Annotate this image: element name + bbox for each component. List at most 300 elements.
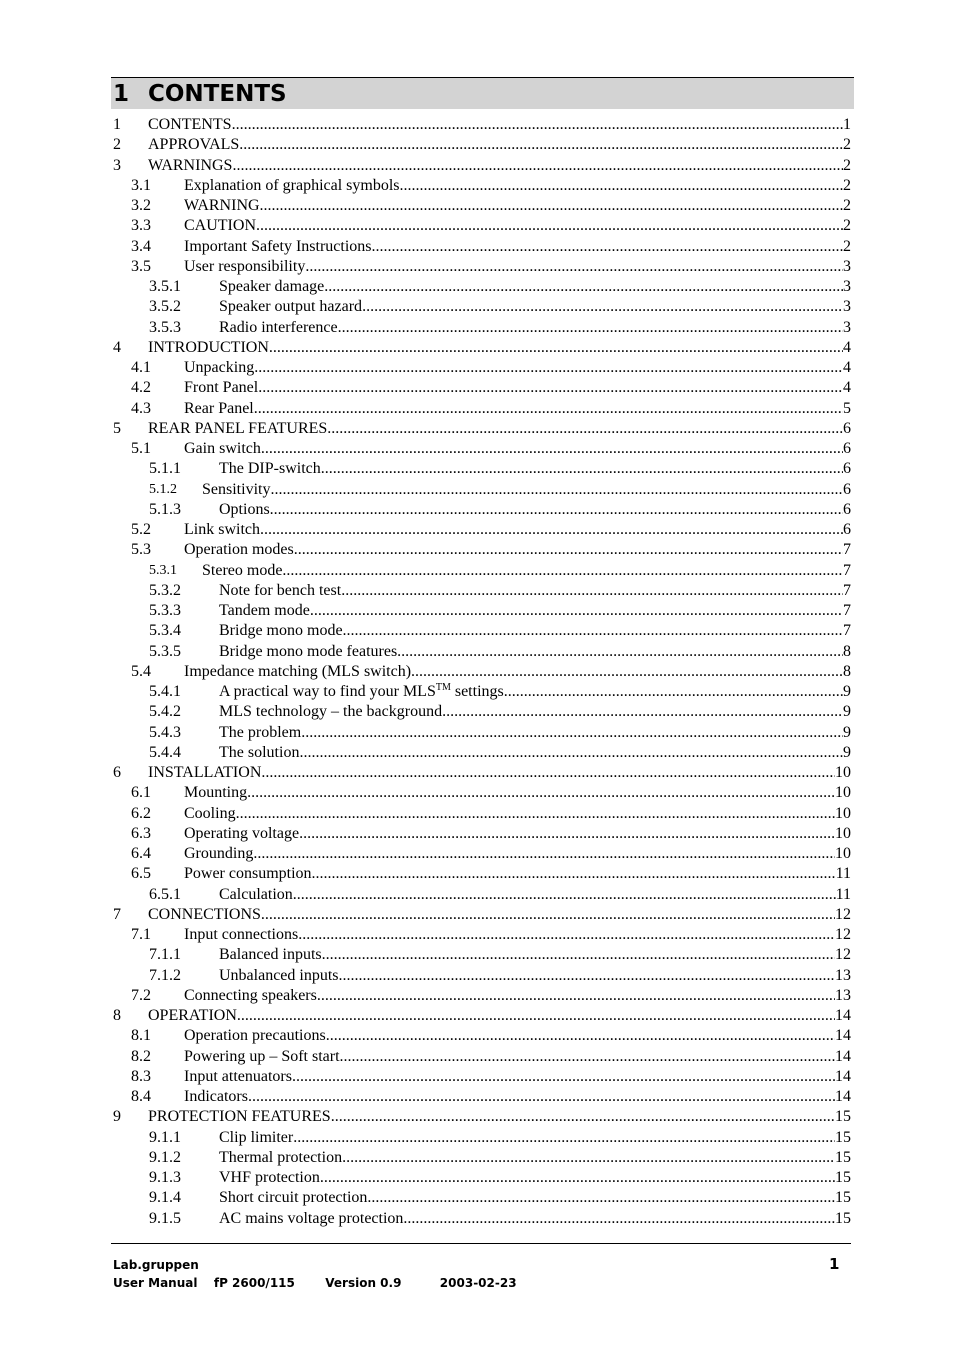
toc-entry[interactable] — [113, 318, 851, 338]
toc-entry-number: 5.2 — [131, 521, 151, 538]
toc-entry-title-text: WARNING — [184, 197, 260, 214]
dot-leader — [260, 196, 843, 216]
toc-entry-title-text: Options — [219, 500, 270, 518]
toc-entry-number: 5.1.2 — [149, 481, 177, 497]
toc-entry-leader — [219, 682, 851, 702]
toc-entry-leader — [184, 783, 851, 803]
toc-entry-page: 3 — [843, 298, 851, 316]
toc-entry[interactable] — [113, 783, 851, 803]
toc-entry-number: 3 — [113, 156, 121, 174]
toc-entry-page: 6 — [843, 419, 851, 437]
toc-entry-number: 5.3 — [131, 541, 151, 559]
toc-entry[interactable] — [113, 844, 851, 864]
toc-entry-leader — [219, 966, 851, 986]
toc-entry-leader — [148, 338, 851, 358]
toc-entry-page: 12 — [835, 905, 851, 923]
toc-entry[interactable] — [113, 966, 851, 986]
toc-entry-leader — [184, 216, 851, 236]
toc-entry[interactable] — [113, 925, 851, 945]
toc-entry-page: 7 — [843, 581, 851, 599]
dot-leader — [270, 480, 843, 500]
toc-entry-page: 10 — [835, 764, 851, 781]
toc-entry-leader — [219, 601, 851, 621]
toc-entry-title — [219, 581, 341, 601]
toc-entry-number: 6.3 — [131, 824, 151, 842]
dot-leader — [321, 459, 843, 479]
toc-entry-title-text: The solution — [219, 743, 300, 761]
toc-entry-page: 13 — [835, 966, 851, 984]
toc-entry-title — [184, 925, 298, 945]
toc-entry-title-text: Unpacking — [184, 359, 255, 376]
dot-leader — [397, 642, 843, 662]
toc-entry-leader — [184, 237, 851, 257]
toc-entry-number: 6 — [113, 764, 121, 781]
toc-entry[interactable] — [113, 986, 851, 1006]
toc-entry[interactable] — [113, 662, 851, 682]
toc-entry[interactable] — [113, 1107, 851, 1127]
toc-entry-number: 8.4 — [131, 1088, 151, 1105]
toc-entry-page: 12 — [835, 946, 851, 964]
toc-entry-page: 15 — [835, 1108, 851, 1126]
toc-entry-leader — [219, 1209, 851, 1229]
toc-entry-title — [184, 378, 258, 398]
dot-leader — [340, 1047, 835, 1067]
toc-entry-title-text: Link switch — [184, 521, 260, 538]
toc-entry[interactable] — [113, 399, 851, 419]
toc-entry[interactable] — [113, 216, 851, 236]
toc-entry-title-text: Operating voltage — [184, 824, 300, 842]
toc-entry-title — [184, 1067, 292, 1087]
toc-entry-title — [184, 237, 372, 257]
toc-entry-page: 10 — [835, 784, 851, 802]
footer-brand: Lab.gruppen — [113, 1258, 199, 1272]
dot-leader — [294, 540, 843, 560]
toc-entry-page: 2 — [843, 217, 851, 235]
dot-leader — [293, 1128, 835, 1148]
toc-entry[interactable] — [113, 439, 851, 459]
toc-entry-number: 1 — [113, 116, 121, 133]
toc-entry-number: 5.4.3 — [149, 723, 181, 741]
toc-entry-number: 2 — [113, 136, 121, 154]
toc-entry[interactable] — [113, 1047, 851, 1067]
toc-entry[interactable] — [113, 115, 851, 135]
toc-entry-title-text: VHF protection — [219, 1169, 320, 1186]
dot-leader — [322, 945, 835, 965]
toc-entry-page: 15 — [835, 1148, 851, 1166]
toc-entry-leader — [219, 297, 851, 317]
toc-entry-title-text: CAUTION — [184, 217, 256, 235]
toc-entry-title-text: Balanced inputs — [219, 946, 322, 964]
toc-entry-title — [184, 1087, 248, 1107]
toc-entry-leader — [148, 763, 851, 783]
toc-entry-title-text: Speaker damage — [219, 278, 325, 295]
toc-entry-title — [219, 459, 321, 479]
toc-entry-number: 9.1.3 — [149, 1169, 181, 1186]
toc-entry[interactable] — [113, 277, 851, 297]
toc-entry-leader — [184, 1047, 851, 1067]
toc-entry-page: 1 — [843, 116, 851, 133]
dot-leader — [236, 804, 835, 824]
dot-leader — [247, 783, 835, 803]
toc-entry[interactable] — [113, 601, 851, 621]
toc-entry-title — [219, 945, 322, 965]
toc-entry-leader — [202, 561, 851, 581]
toc-entry[interactable] — [113, 1087, 851, 1107]
toc-entry-title-text: APPROVALS — [148, 136, 240, 154]
dot-leader — [327, 419, 843, 439]
toc-entry-number: 5.3.4 — [149, 622, 181, 640]
toc-entry-title-text: Calculation — [219, 885, 293, 903]
toc-entry[interactable] — [113, 1168, 851, 1188]
toc-entry-title-text: Rear Panel — [184, 399, 254, 417]
toc-entry-leader — [219, 885, 851, 905]
toc-entry-number: 7.2 — [131, 986, 151, 1004]
toc-entry-leader — [219, 1128, 851, 1148]
dot-leader — [237, 1006, 835, 1026]
toc-entry-leader — [219, 642, 851, 662]
dot-leader — [258, 378, 843, 398]
toc-entry-leader — [184, 439, 851, 459]
toc-entry-title — [219, 277, 324, 297]
toc-entry-number: 5.1.1 — [149, 460, 181, 478]
toc-entry-title — [184, 1026, 326, 1046]
toc-entry-title-text: Cooling — [184, 804, 236, 822]
toc-entry-title — [219, 318, 338, 338]
toc-entry[interactable] — [113, 480, 851, 500]
toc-entry-title — [219, 1209, 403, 1229]
dot-leader — [299, 743, 843, 763]
toc-entry-title — [184, 540, 294, 560]
toc-entry-title-text: Connecting speakers — [184, 986, 317, 1004]
toc-entry-title — [219, 601, 310, 621]
toc-entry-leader — [219, 459, 851, 479]
toc-entry-leader — [184, 1087, 851, 1107]
toc-entry[interactable] — [113, 237, 851, 257]
toc-entry-title-text: Important Safety Instructions — [184, 237, 372, 255]
toc-entry-leader — [184, 378, 851, 398]
toc-entry-number: 5.3.5 — [149, 642, 181, 660]
toc-entry-page: 10 — [835, 845, 851, 862]
toc-entry-title-text: CONNECTIONS — [148, 905, 261, 923]
footer-divider — [111, 1243, 851, 1244]
toc-entry[interactable] — [113, 1209, 851, 1229]
toc-entry-title — [184, 1047, 340, 1067]
toc-entry-title-text: Impedance matching (MLS switch) — [184, 662, 412, 680]
toc-entry-leader — [184, 1026, 851, 1046]
toc-entry-title — [184, 439, 261, 459]
toc-entry[interactable] — [113, 297, 851, 317]
toc-entry[interactable] — [113, 804, 851, 824]
toc-entry[interactable] — [113, 500, 851, 520]
toc-entry[interactable] — [113, 176, 851, 196]
toc-entry-page: 2 — [843, 197, 851, 214]
toc-entry-title-text: Explanation of graphical symbols — [184, 176, 400, 194]
toc-entry-leader — [148, 135, 851, 155]
dot-leader — [248, 1087, 835, 1107]
toc-entry-page: 10 — [835, 804, 851, 822]
dot-leader — [292, 1067, 835, 1087]
toc-entry-number: 5.4 — [131, 662, 151, 680]
contents-heading — [111, 77, 854, 109]
dot-leader — [282, 561, 843, 581]
toc-entry[interactable] — [113, 702, 851, 722]
toc-entry[interactable] — [113, 419, 851, 439]
dot-leader — [269, 338, 843, 358]
toc-entry-title — [184, 176, 400, 196]
toc-entry[interactable] — [113, 1148, 851, 1168]
toc-entry-leader — [219, 500, 851, 520]
toc-entry-title-text: CONTENTS — [148, 116, 232, 133]
toc-entry[interactable] — [113, 135, 851, 155]
toc-entry-page: 7 — [843, 602, 851, 619]
toc-entry-title — [219, 642, 397, 662]
toc-entry-number: 5.3.3 — [149, 602, 181, 619]
toc-entry-title — [148, 1107, 331, 1127]
toc-entry-title — [184, 399, 254, 419]
toc-entry-leader — [184, 824, 851, 844]
toc-entry-title — [148, 135, 239, 155]
dot-leader — [343, 621, 843, 641]
toc-entry-title — [148, 1006, 237, 1026]
dot-leader — [293, 885, 836, 905]
toc-entry-title-text: Clip limiter — [219, 1128, 294, 1146]
toc-entry-title — [148, 763, 261, 783]
toc-entry-leader — [148, 156, 851, 176]
toc-entry-title-text: Speaker output hazard — [219, 298, 363, 316]
toc-entry-title-text: Bridge mono mode features — [219, 642, 398, 660]
toc-entry[interactable] — [113, 763, 851, 783]
footer-version: Version 0.9 — [325, 1276, 402, 1290]
toc-entry-leader — [219, 1168, 851, 1188]
trademark-superscript: TM — [435, 682, 451, 693]
toc-entry-page: 11 — [835, 885, 851, 903]
toc-entry-leader — [148, 1107, 851, 1127]
toc-entry[interactable] — [113, 257, 851, 277]
toc-entry-title — [219, 1188, 367, 1208]
toc-entry-page: 3 — [843, 257, 851, 275]
toc-entry[interactable] — [113, 459, 851, 479]
toc-entry[interactable] — [113, 1026, 851, 1046]
toc-entry-number: 6.1 — [131, 784, 151, 802]
toc-entry[interactable] — [113, 864, 851, 884]
toc-entry-page: 13 — [835, 986, 851, 1004]
toc-entry-title-text: WARNINGS — [148, 156, 233, 174]
dot-leader — [253, 844, 835, 864]
dot-leader — [400, 176, 843, 196]
toc-entry[interactable] — [113, 540, 851, 560]
toc-entry-page: 9 — [843, 683, 851, 700]
toc-entry-title-text: settings — [450, 683, 504, 700]
toc-entry-title-text: Input attenuators — [184, 1067, 292, 1085]
toc-entry-page: 11 — [835, 865, 851, 883]
toc-entry[interactable] — [113, 1188, 851, 1208]
dot-leader — [342, 1148, 835, 1168]
toc-entry-title — [202, 480, 270, 500]
dot-leader — [261, 439, 843, 459]
toc-entry-title — [219, 1148, 342, 1168]
dot-leader — [232, 115, 843, 135]
toc-entry-number: 6.2 — [131, 804, 151, 822]
table-of-contents — [113, 115, 851, 1229]
toc-entry[interactable] — [113, 338, 851, 358]
toc-entry-title-text: A practical way to find your MLS — [219, 683, 436, 700]
toc-entry-title-text: Indicators — [184, 1088, 248, 1105]
toc-entry[interactable] — [113, 581, 851, 601]
toc-entry-title-text: REAR PANEL FEATURES — [148, 419, 328, 437]
toc-entry-number: 3.5.3 — [149, 318, 181, 336]
toc-entry[interactable] — [113, 358, 851, 378]
toc-entry[interactable] — [113, 945, 851, 965]
toc-entry-number: 5.4.2 — [149, 703, 181, 721]
toc-entry-number: 3.2 — [131, 197, 151, 214]
toc-entry[interactable] — [113, 905, 851, 925]
toc-entry-page: 9 — [843, 743, 851, 761]
toc-entry-number: 5.3.1 — [149, 562, 177, 578]
toc-entry-number: 5.4.4 — [149, 743, 181, 761]
toc-entry-title-text: Powering up – Soft start — [184, 1047, 340, 1065]
toc-entry-number: 3.5.1 — [149, 278, 181, 295]
dot-leader — [260, 520, 843, 540]
toc-entry-leader — [219, 318, 851, 338]
toc-entry[interactable] — [113, 642, 851, 662]
toc-entry-number: 7.1 — [131, 926, 151, 943]
toc-entry-page: 6 — [843, 480, 851, 498]
toc-entry-leader — [184, 864, 851, 884]
toc-entry-page: 12 — [835, 926, 851, 943]
toc-entry-leader — [184, 844, 851, 864]
toc-entry-leader — [219, 1148, 851, 1168]
toc-entry-page: 3 — [843, 278, 851, 295]
toc-entry[interactable] — [113, 1128, 851, 1148]
toc-entry-page: 6 — [843, 460, 851, 478]
toc-entry-number: 7 — [113, 905, 121, 923]
toc-entry-title-text: Bridge mono mode — [219, 622, 343, 640]
toc-entry-page: 7 — [843, 622, 851, 640]
toc-entry[interactable] — [113, 156, 851, 176]
toc-entry[interactable] — [113, 682, 851, 702]
dot-leader — [338, 318, 843, 338]
toc-entry[interactable] — [113, 824, 851, 844]
toc-entry-leader — [202, 480, 851, 500]
toc-entry-leader — [219, 277, 851, 297]
dot-leader — [298, 925, 835, 945]
toc-entry-number: 7.1.2 — [149, 966, 181, 984]
toc-entry-title — [184, 783, 247, 803]
toc-entry-title-text: Short circuit protection — [219, 1189, 368, 1207]
toc-entry-page: 5 — [843, 399, 851, 417]
toc-entry-leader — [184, 986, 851, 1006]
toc-entry-title — [219, 1128, 293, 1148]
toc-entry-leader — [184, 925, 851, 945]
footer-model: fP 2600/115 — [213, 1276, 295, 1290]
toc-entry-number: 5.4.1 — [149, 683, 181, 700]
toc-entry-title — [219, 500, 270, 520]
toc-entry-title — [184, 358, 254, 378]
dot-leader — [504, 682, 843, 702]
toc-entry[interactable] — [113, 621, 851, 641]
toc-entry-title — [219, 723, 301, 743]
toc-entry-number: 4.2 — [131, 379, 151, 397]
toc-entry-title-text: Note for bench test — [219, 581, 342, 599]
toc-entry-number: 9.1.5 — [149, 1209, 181, 1227]
toc-entry-number: 3.1 — [131, 176, 151, 194]
toc-entry-leader — [219, 702, 851, 722]
toc-entry[interactable] — [113, 520, 851, 540]
toc-entry-title-text: The problem — [219, 723, 302, 741]
toc-entry-page: 7 — [843, 561, 851, 579]
toc-entry-title — [184, 804, 236, 824]
toc-entry-page: 15 — [835, 1169, 851, 1186]
dot-leader — [442, 702, 843, 722]
toc-entry[interactable] — [113, 743, 851, 763]
toc-entry-title-text: Radio interference — [219, 318, 338, 336]
toc-entry-title — [219, 702, 442, 722]
toc-entry-number: 8.2 — [131, 1047, 151, 1065]
toc-entry-leader — [148, 115, 851, 135]
toc-entry-leader — [184, 520, 851, 540]
toc-entry[interactable] — [113, 723, 851, 743]
toc-entry-title — [219, 1168, 320, 1188]
toc-entry-title — [184, 520, 260, 540]
toc-entry-title — [184, 257, 305, 277]
toc-entry[interactable] — [113, 1067, 851, 1087]
toc-entry-page: 14 — [835, 1088, 851, 1105]
toc-entry-title-text: Gain switch — [184, 440, 261, 457]
dot-leader — [403, 1209, 835, 1229]
dot-leader — [261, 763, 835, 783]
footer-manual-info — [113, 1276, 517, 1290]
toc-entry[interactable] — [113, 378, 851, 398]
toc-entry-title — [219, 621, 343, 641]
dot-leader — [310, 601, 843, 621]
dot-leader — [256, 216, 843, 236]
toc-entry[interactable] — [113, 196, 851, 216]
toc-entry-title-text: Input connections — [184, 926, 299, 943]
toc-entry-title-text: Operation precautions — [184, 1027, 326, 1045]
toc-entry-title — [184, 216, 256, 236]
toc-entry-title — [148, 338, 269, 358]
toc-entry-page: 8 — [843, 642, 851, 660]
toc-entry-page: 14 — [835, 1047, 851, 1065]
toc-entry[interactable] — [113, 885, 851, 905]
toc-entry-number: 7.1.1 — [149, 946, 181, 964]
toc-entry-title-text: The DIP-switch — [219, 460, 321, 478]
toc-entry-title — [148, 156, 232, 176]
footer-manual-label: User Manual — [113, 1276, 198, 1290]
toc-entry-title — [202, 561, 282, 581]
toc-entry-title-text: Operation modes — [184, 541, 294, 559]
toc-entry-title — [219, 743, 299, 763]
toc-entry-page: 14 — [835, 1067, 851, 1085]
toc-entry-leader — [184, 196, 851, 216]
toc-entry-leader — [184, 1067, 851, 1087]
toc-entry-page: 2 — [843, 156, 851, 174]
toc-entry[interactable] — [113, 1006, 851, 1026]
toc-entry[interactable] — [113, 561, 851, 581]
toc-entry-title-text: Unbalanced inputs — [219, 966, 339, 984]
toc-entry-leader — [219, 1188, 851, 1208]
dot-leader — [254, 399, 843, 419]
dot-leader — [239, 135, 843, 155]
dot-leader — [326, 1026, 835, 1046]
dot-leader — [261, 905, 835, 925]
toc-entry-leader — [184, 804, 851, 824]
toc-entry-leader — [219, 723, 851, 743]
toc-entry-page: 14 — [835, 1027, 851, 1045]
toc-entry-title-text: INSTALLATION — [148, 764, 262, 781]
toc-entry-title-text: Thermal protection — [219, 1148, 343, 1166]
toc-entry-page: 4 — [843, 359, 851, 376]
